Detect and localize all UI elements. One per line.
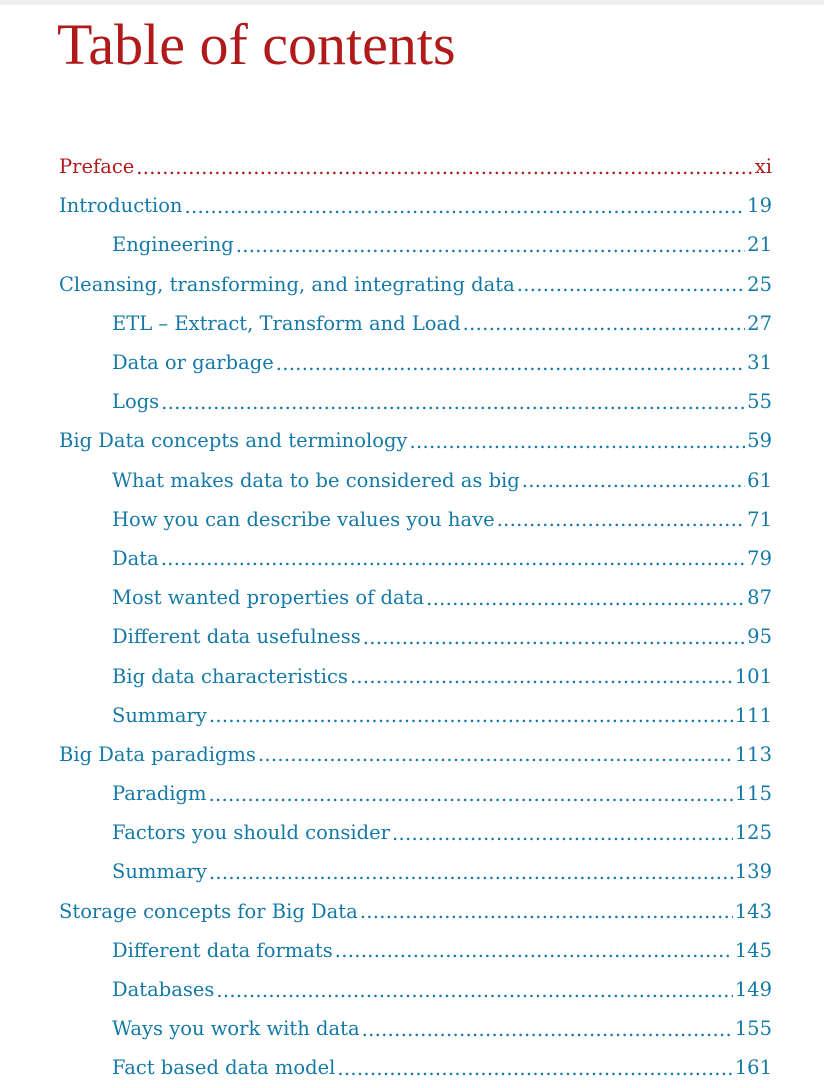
toc-entry-title: Paradigm (112, 782, 207, 806)
toc-entry[interactable] (0, 696, 824, 735)
toc-dot-leader (209, 861, 733, 883)
toc-entry-title: How you can describe values you have (112, 507, 495, 531)
toc-entry-title: Most wanted properties of data (112, 586, 425, 610)
toc-entry-page-number: 139 (734, 860, 772, 884)
toc-dot-leader (136, 156, 752, 178)
toc-entry[interactable] (0, 147, 824, 186)
toc-entry[interactable] (0, 1009, 824, 1048)
toc-entry[interactable] (0, 931, 824, 970)
toc-entry-title: Ways you work with data (112, 1017, 360, 1041)
toc-entry[interactable] (0, 225, 824, 264)
toc-entry[interactable] (0, 892, 824, 931)
toc-entry-title: Data or garbage (112, 351, 274, 375)
toc-dot-leader (337, 1057, 732, 1079)
toc-entry[interactable] (0, 186, 824, 225)
toc-entry-title: Introduction (59, 194, 183, 218)
toc-entry[interactable] (0, 421, 824, 460)
toc-entry-title: Big Data concepts and terminology (59, 429, 408, 453)
toc-entry-page-number: 143 (734, 899, 772, 923)
toc-entry-page-number: 111 (734, 703, 772, 727)
toc-entry-title: Summary (112, 860, 207, 884)
toc-entry-page-number: 59 (747, 429, 772, 453)
toc-entry-title: Factors you should consider (112, 821, 390, 845)
toc-dot-leader (209, 783, 733, 805)
toc-entry-page-number: 19 (747, 194, 772, 218)
toc-entry-page-number: 145 (734, 938, 772, 962)
toc-entry[interactable] (0, 1048, 824, 1087)
toc-dot-leader (426, 587, 745, 609)
toc-entry-title: Engineering (112, 233, 234, 257)
toc-entry-title: Cleansing, transforming, and integrating data (59, 272, 515, 296)
toc-entry[interactable] (0, 265, 824, 304)
toc-entry-page-number: 25 (747, 272, 772, 296)
toc-dot-leader (409, 430, 745, 452)
toc-dot-leader (463, 312, 746, 334)
toc-dot-leader (335, 939, 733, 961)
toc-entry[interactable] (0, 461, 824, 500)
toc-entry-page-number: 115 (734, 782, 772, 806)
toc-list (0, 147, 824, 1088)
toc-entry-title: Different data formats (112, 938, 333, 962)
toc-entry-title: Big Data paradigms (59, 742, 256, 766)
toc-entry-title: Fact based data model (112, 1056, 336, 1080)
toc-dot-leader (522, 469, 745, 491)
toc-dot-leader (216, 979, 732, 1001)
toc-entry[interactable] (0, 500, 824, 539)
toc-entry-page-number: 31 (747, 351, 772, 375)
toc-dot-leader (258, 743, 733, 765)
toc-entry[interactable] (0, 813, 824, 852)
toc-entry-page-number: 101 (734, 664, 772, 688)
toc-entry-title: Preface (59, 155, 135, 179)
toc-entry[interactable] (0, 852, 824, 891)
toc-dot-leader (517, 273, 745, 295)
toc-entry-title: Summary (112, 703, 207, 727)
toc-entry-page-number: 125 (734, 821, 772, 845)
toc-entry[interactable] (0, 656, 824, 695)
toc-entry[interactable] (0, 304, 824, 343)
toc-entry-page-number: 27 (747, 311, 772, 335)
toc-entry-title: Storage concepts for Big Data (59, 899, 358, 923)
toc-entry[interactable] (0, 539, 824, 578)
toc-dot-leader (276, 352, 745, 374)
toc-entry-page-number: 71 (747, 507, 772, 531)
toc-entry-page-number: xi (754, 155, 772, 179)
toc-dot-leader (360, 900, 733, 922)
toc-entry-page-number: 161 (734, 1056, 772, 1080)
toc-entry-page-number: 87 (747, 586, 772, 610)
toc-entry[interactable] (0, 382, 824, 421)
toc-entry-title: Big data characteristics (112, 664, 348, 688)
toc-entry-page-number: 113 (734, 742, 772, 766)
toc-entry-page-number: 55 (747, 390, 772, 414)
toc-entry-title: Data (112, 546, 159, 570)
toc-entry[interactable] (0, 735, 824, 774)
toc-dot-leader (392, 822, 733, 844)
toc-entry[interactable] (0, 970, 824, 1009)
toc-entry[interactable] (0, 617, 824, 656)
toc-entry-page-number: 79 (747, 546, 772, 570)
toc-dot-leader (185, 195, 746, 217)
toc-entry-page-number: 155 (734, 1017, 772, 1041)
page-top-edge (0, 0, 824, 5)
toc-entry-title: What makes data to be considered as big (112, 468, 520, 492)
toc-entry-page-number: 95 (747, 625, 772, 649)
toc-dot-leader (350, 665, 733, 687)
toc-entry-title: Different data usefulness (112, 625, 361, 649)
toc-entry-title: Databases (112, 978, 215, 1002)
toc-dot-leader (161, 547, 745, 569)
toc-entry[interactable] (0, 578, 824, 617)
toc-entry-title: ETL – Extract, Transform and Load (112, 311, 461, 335)
toc-dot-leader (362, 1018, 733, 1040)
toc-dot-leader (161, 391, 745, 413)
page-title: Table of contents (57, 12, 456, 77)
toc-dot-leader (209, 704, 733, 726)
toc-dot-leader (497, 508, 746, 530)
toc-entry-page-number: 61 (747, 468, 772, 492)
toc-entry[interactable] (0, 343, 824, 382)
toc-entry[interactable] (0, 774, 824, 813)
toc-dot-leader (363, 626, 745, 648)
toc-entry-page-number: 149 (734, 978, 772, 1002)
toc-dot-leader (236, 234, 745, 256)
toc-entry-page-number: 21 (747, 233, 772, 257)
toc-entry-title: Logs (112, 390, 160, 414)
